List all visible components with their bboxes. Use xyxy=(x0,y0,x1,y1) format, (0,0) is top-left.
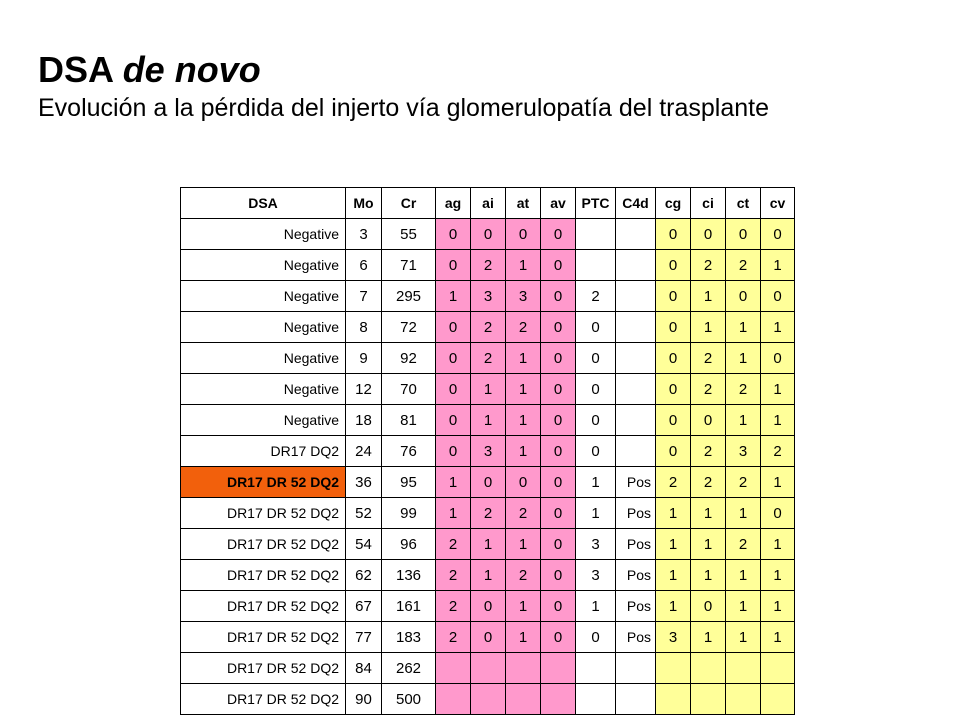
cell-dsa: Negative xyxy=(181,374,346,405)
cell-c4d xyxy=(616,684,656,715)
cell-dsa: DR17 DR 52 DQ2 xyxy=(181,529,346,560)
cell-ptc: 0 xyxy=(576,405,616,436)
cell-ptc: 1 xyxy=(576,498,616,529)
cell-ptc: 1 xyxy=(576,467,616,498)
cell-ag: 0 xyxy=(436,374,471,405)
cell-mo: 54 xyxy=(346,529,382,560)
cell-ag: 2 xyxy=(436,529,471,560)
cell-cv: 0 xyxy=(761,219,795,250)
cell-av: 0 xyxy=(541,405,576,436)
cell-ai: 0 xyxy=(471,467,506,498)
cell-at: 2 xyxy=(506,560,541,591)
title-block xyxy=(38,48,769,124)
column-header-cv: cv xyxy=(761,188,795,219)
cell-cg: 0 xyxy=(656,281,691,312)
cell-mo: 7 xyxy=(346,281,382,312)
cell-av: 0 xyxy=(541,374,576,405)
cell-ptc: 1 xyxy=(576,591,616,622)
cell-cg: 1 xyxy=(656,591,691,622)
cell-cr: 96 xyxy=(382,529,436,560)
cell-av: 0 xyxy=(541,281,576,312)
cell-at: 1 xyxy=(506,405,541,436)
table-row xyxy=(181,250,795,281)
cell-ag: 0 xyxy=(436,250,471,281)
cell-ct xyxy=(726,653,761,684)
cell-at: 0 xyxy=(506,467,541,498)
table-row xyxy=(181,591,795,622)
cell-ai: 2 xyxy=(471,250,506,281)
cell-at: 2 xyxy=(506,498,541,529)
cell-cg: 2 xyxy=(656,467,691,498)
cell-av: 0 xyxy=(541,436,576,467)
cell-av xyxy=(541,653,576,684)
cell-ag: 2 xyxy=(436,560,471,591)
table-row xyxy=(181,653,795,684)
cell-mo: 67 xyxy=(346,591,382,622)
cell-ct: 3 xyxy=(726,436,761,467)
cell-dsa: DR17 DR 52 DQ2 xyxy=(181,591,346,622)
cell-mo: 62 xyxy=(346,560,382,591)
cell-ct: 1 xyxy=(726,498,761,529)
cell-mo: 12 xyxy=(346,374,382,405)
cell-ct: 1 xyxy=(726,591,761,622)
cell-cr: 500 xyxy=(382,684,436,715)
cell-mo: 9 xyxy=(346,343,382,374)
cell-ci: 1 xyxy=(691,529,726,560)
cell-cr: 99 xyxy=(382,498,436,529)
cell-ai xyxy=(471,653,506,684)
cell-cg: 0 xyxy=(656,219,691,250)
cell-cg: 3 xyxy=(656,622,691,653)
cell-cg: 1 xyxy=(656,560,691,591)
cell-cg: 0 xyxy=(656,405,691,436)
cell-cr: 262 xyxy=(382,653,436,684)
cell-ag: 0 xyxy=(436,343,471,374)
cell-mo: 36 xyxy=(346,467,382,498)
cell-cr: 136 xyxy=(382,560,436,591)
cell-ptc: 0 xyxy=(576,374,616,405)
cell-ptc: 0 xyxy=(576,436,616,467)
column-header-ct: ct xyxy=(726,188,761,219)
cell-cv: 2 xyxy=(761,436,795,467)
cell-cv: 0 xyxy=(761,281,795,312)
cell-c4d: Pos xyxy=(616,498,656,529)
cell-cv: 1 xyxy=(761,405,795,436)
cell-mo: 18 xyxy=(346,405,382,436)
cell-mo: 77 xyxy=(346,622,382,653)
cell-ci: 2 xyxy=(691,250,726,281)
column-header-dsa: DSA xyxy=(181,188,346,219)
cell-cv: 1 xyxy=(761,529,795,560)
cell-ai: 0 xyxy=(471,591,506,622)
cell-av: 0 xyxy=(541,529,576,560)
cell-ai: 3 xyxy=(471,436,506,467)
cell-ci: 2 xyxy=(691,467,726,498)
table-row xyxy=(181,498,795,529)
cell-ptc xyxy=(576,684,616,715)
cell-ai: 2 xyxy=(471,498,506,529)
cell-av: 0 xyxy=(541,312,576,343)
cell-c4d xyxy=(616,374,656,405)
cell-ai: 0 xyxy=(471,219,506,250)
cell-cv: 1 xyxy=(761,250,795,281)
cell-ci: 1 xyxy=(691,622,726,653)
cell-dsa: DR17 DR 52 DQ2 xyxy=(181,622,346,653)
cell-cv: 0 xyxy=(761,498,795,529)
cell-c4d xyxy=(616,653,656,684)
cell-ai: 1 xyxy=(471,405,506,436)
table-row xyxy=(181,312,795,343)
cell-ci: 1 xyxy=(691,281,726,312)
column-header-av: av xyxy=(541,188,576,219)
cell-ag: 0 xyxy=(436,405,471,436)
cell-cg: 1 xyxy=(656,498,691,529)
cell-cv: 1 xyxy=(761,467,795,498)
table-row xyxy=(181,622,795,653)
table-row xyxy=(181,560,795,591)
cell-mo: 8 xyxy=(346,312,382,343)
cell-cg: 0 xyxy=(656,343,691,374)
cell-c4d xyxy=(616,405,656,436)
cell-mo: 90 xyxy=(346,684,382,715)
cell-ptc xyxy=(576,250,616,281)
cell-c4d: Pos xyxy=(616,560,656,591)
cell-ct: 2 xyxy=(726,467,761,498)
cell-mo: 3 xyxy=(346,219,382,250)
cell-av xyxy=(541,684,576,715)
column-header-cr: Cr xyxy=(382,188,436,219)
cell-cr: 71 xyxy=(382,250,436,281)
cell-ai: 1 xyxy=(471,374,506,405)
cell-mo: 52 xyxy=(346,498,382,529)
cell-ct: 2 xyxy=(726,250,761,281)
cell-c4d: Pos xyxy=(616,529,656,560)
cell-ag xyxy=(436,684,471,715)
cell-cv xyxy=(761,653,795,684)
cell-dsa: Negative xyxy=(181,250,346,281)
cell-cv: 1 xyxy=(761,374,795,405)
cell-dsa: DR17 DR 52 DQ2 xyxy=(181,467,346,498)
cell-ci: 0 xyxy=(691,219,726,250)
cell-av: 0 xyxy=(541,343,576,374)
cell-cv: 1 xyxy=(761,560,795,591)
cell-dsa: DR17 DR 52 DQ2 xyxy=(181,653,346,684)
cell-ct: 0 xyxy=(726,281,761,312)
cell-ag: 0 xyxy=(436,219,471,250)
cell-cr: 76 xyxy=(382,436,436,467)
cell-mo: 24 xyxy=(346,436,382,467)
slide-title xyxy=(38,48,769,92)
cell-cv: 0 xyxy=(761,343,795,374)
cell-ci: 2 xyxy=(691,343,726,374)
column-header-ptc: PTC xyxy=(576,188,616,219)
cell-ct: 1 xyxy=(726,343,761,374)
cell-ptc: 3 xyxy=(576,560,616,591)
table-row xyxy=(181,684,795,715)
cell-ptc: 2 xyxy=(576,281,616,312)
cell-dsa: DR17 DR 52 DQ2 xyxy=(181,498,346,529)
cell-at xyxy=(506,653,541,684)
cell-ai: 3 xyxy=(471,281,506,312)
cell-ct: 1 xyxy=(726,312,761,343)
cell-cr: 81 xyxy=(382,405,436,436)
cell-cr: 183 xyxy=(382,622,436,653)
cell-ai: 0 xyxy=(471,622,506,653)
cell-ci: 2 xyxy=(691,436,726,467)
cell-ci xyxy=(691,653,726,684)
table-header-row xyxy=(181,188,795,219)
column-header-cg: cg xyxy=(656,188,691,219)
title-main: DSA xyxy=(38,49,113,90)
cell-cg xyxy=(656,653,691,684)
cell-mo: 84 xyxy=(346,653,382,684)
column-header-ag: ag xyxy=(436,188,471,219)
cell-ai: 1 xyxy=(471,529,506,560)
cell-ai: 1 xyxy=(471,560,506,591)
table-body xyxy=(181,219,795,715)
title-italic: de novo xyxy=(122,49,261,90)
cell-cr: 295 xyxy=(382,281,436,312)
cell-cg: 1 xyxy=(656,529,691,560)
cell-c4d: Pos xyxy=(616,622,656,653)
cell-at: 1 xyxy=(506,591,541,622)
cell-ct: 1 xyxy=(726,622,761,653)
cell-dsa: Negative xyxy=(181,343,346,374)
cell-at: 1 xyxy=(506,622,541,653)
cell-at xyxy=(506,684,541,715)
cell-at: 1 xyxy=(506,436,541,467)
cell-ptc: 0 xyxy=(576,622,616,653)
cell-c4d: Pos xyxy=(616,467,656,498)
cell-cv: 1 xyxy=(761,622,795,653)
cell-ct: 2 xyxy=(726,529,761,560)
cell-cr: 95 xyxy=(382,467,436,498)
cell-cg: 0 xyxy=(656,436,691,467)
cell-cg xyxy=(656,684,691,715)
cell-dsa: DR17 DQ2 xyxy=(181,436,346,467)
cell-ct xyxy=(726,684,761,715)
cell-ct: 1 xyxy=(726,560,761,591)
cell-cv: 1 xyxy=(761,591,795,622)
cell-c4d xyxy=(616,343,656,374)
cell-dsa: Negative xyxy=(181,312,346,343)
cell-ct: 2 xyxy=(726,374,761,405)
cell-c4d xyxy=(616,281,656,312)
cell-av: 0 xyxy=(541,498,576,529)
column-header-ci: ci xyxy=(691,188,726,219)
cell-ag xyxy=(436,653,471,684)
cell-c4d: Pos xyxy=(616,591,656,622)
slide-subtitle: Evolución a la pérdida del injerto vía glomerulopatía del trasplante xyxy=(38,94,770,122)
cell-ag: 1 xyxy=(436,467,471,498)
column-header-at: at xyxy=(506,188,541,219)
cell-ci: 1 xyxy=(691,312,726,343)
cell-ci xyxy=(691,684,726,715)
dsa-biopsy-table xyxy=(180,187,795,715)
cell-cr: 161 xyxy=(382,591,436,622)
cell-at: 3 xyxy=(506,281,541,312)
cell-cg: 0 xyxy=(656,312,691,343)
cell-cg: 0 xyxy=(656,250,691,281)
cell-c4d xyxy=(616,436,656,467)
column-header-c4d: C4d xyxy=(616,188,656,219)
table-row xyxy=(181,374,795,405)
cell-ct: 0 xyxy=(726,219,761,250)
cell-at: 1 xyxy=(506,343,541,374)
cell-ag: 1 xyxy=(436,498,471,529)
table-row xyxy=(181,343,795,374)
table-row xyxy=(181,281,795,312)
cell-ci: 0 xyxy=(691,591,726,622)
cell-ag: 1 xyxy=(436,281,471,312)
cell-ag: 2 xyxy=(436,591,471,622)
cell-at: 1 xyxy=(506,529,541,560)
cell-cr: 72 xyxy=(382,312,436,343)
cell-at: 1 xyxy=(506,374,541,405)
cell-av: 0 xyxy=(541,250,576,281)
cell-c4d xyxy=(616,219,656,250)
cell-ct: 1 xyxy=(726,405,761,436)
cell-ci: 1 xyxy=(691,498,726,529)
cell-at: 2 xyxy=(506,312,541,343)
cell-mo: 6 xyxy=(346,250,382,281)
cell-cg: 0 xyxy=(656,374,691,405)
cell-ag: 0 xyxy=(436,312,471,343)
cell-cr: 55 xyxy=(382,219,436,250)
column-header-mo: Mo xyxy=(346,188,382,219)
cell-ptc: 0 xyxy=(576,343,616,374)
cell-av: 0 xyxy=(541,560,576,591)
cell-cr: 92 xyxy=(382,343,436,374)
cell-dsa: Negative xyxy=(181,405,346,436)
cell-av: 0 xyxy=(541,591,576,622)
cell-ai: 2 xyxy=(471,312,506,343)
cell-av: 0 xyxy=(541,467,576,498)
cell-ci: 2 xyxy=(691,374,726,405)
cell-ai xyxy=(471,684,506,715)
cell-at: 1 xyxy=(506,250,541,281)
cell-ptc: 3 xyxy=(576,529,616,560)
cell-ptc xyxy=(576,219,616,250)
cell-ai: 2 xyxy=(471,343,506,374)
cell-c4d xyxy=(616,250,656,281)
cell-ag: 2 xyxy=(436,622,471,653)
cell-at: 0 xyxy=(506,219,541,250)
table-row xyxy=(181,467,795,498)
cell-av: 0 xyxy=(541,622,576,653)
cell-ci: 1 xyxy=(691,560,726,591)
column-header-ai: ai xyxy=(471,188,506,219)
cell-cv xyxy=(761,684,795,715)
cell-dsa: Negative xyxy=(181,281,346,312)
cell-c4d xyxy=(616,312,656,343)
cell-dsa: DR17 DR 52 DQ2 xyxy=(181,560,346,591)
cell-dsa: DR17 DR 52 DQ2 xyxy=(181,684,346,715)
table-row xyxy=(181,405,795,436)
cell-ptc xyxy=(576,653,616,684)
cell-av: 0 xyxy=(541,219,576,250)
table-row xyxy=(181,436,795,467)
cell-ptc: 0 xyxy=(576,312,616,343)
cell-cv: 1 xyxy=(761,312,795,343)
cell-dsa: Negative xyxy=(181,219,346,250)
table-row xyxy=(181,219,795,250)
cell-ag: 0 xyxy=(436,436,471,467)
cell-cr: 70 xyxy=(382,374,436,405)
table-row xyxy=(181,529,795,560)
cell-ci: 0 xyxy=(691,405,726,436)
